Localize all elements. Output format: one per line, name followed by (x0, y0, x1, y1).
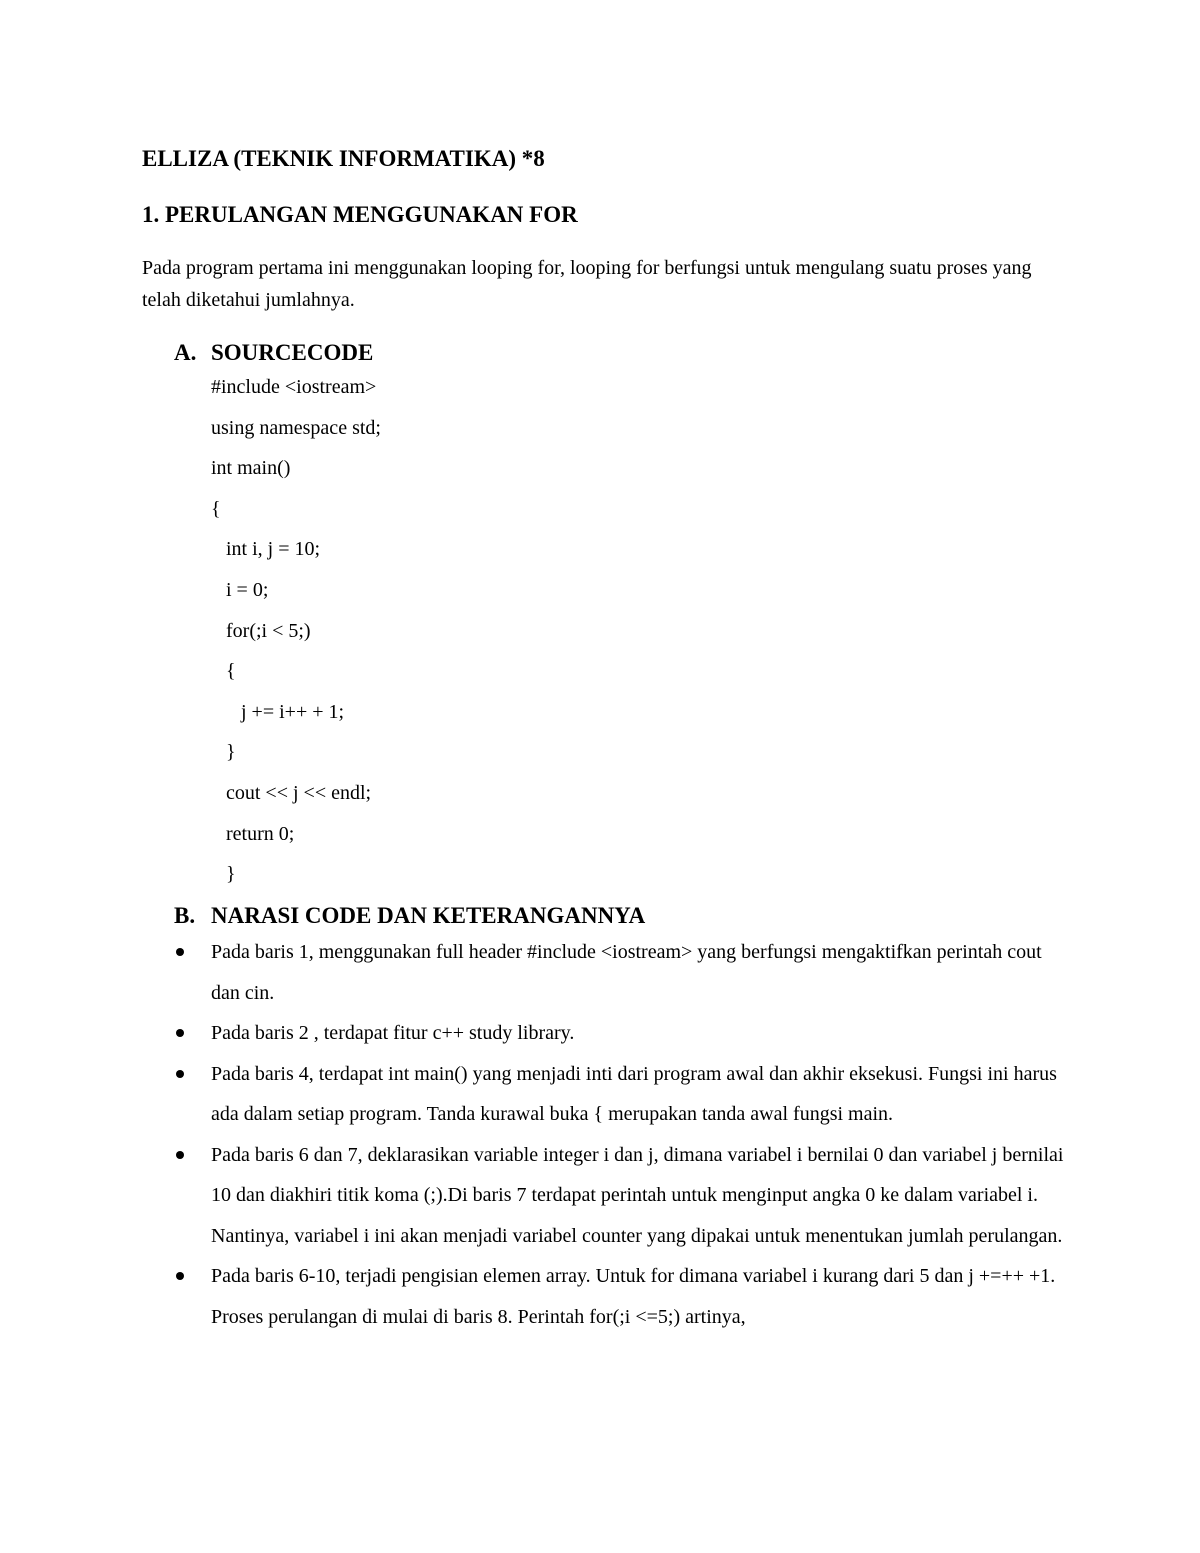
bullet-icon (176, 948, 184, 956)
list-item-text: Pada baris 6-10, terjadi pengisian elemen array. Untuk for dimana variabel i kurang dari 5 dan j +=++ +1. Proses perulangan di mulai di baris 8. Perintah for(;i <=5;) artinya, (211, 1265, 1056, 1328)
code-line: } (211, 863, 236, 886)
narration-heading-letter: B. (174, 903, 196, 928)
code-line: { (211, 497, 221, 520)
list-item (211, 1256, 1071, 1337)
sourcecode-heading-label: SOURCECODE (211, 340, 374, 365)
narration-heading (174, 899, 645, 933)
code-line: int i, j = 10; (211, 538, 321, 561)
list-item (211, 1013, 1071, 1054)
intro-paragraph: Pada program pertama ini menggunakan looping for, looping for berfungsi untuk mengulang suatu proses yang telah diketahui jumlahnya. (142, 257, 1032, 311)
list-item-text: Pada baris 4, terdapat int main() yang menjadi inti dari program awal dan akhir eksekusi. Fungsi ini harus ada dalam setiap program. Tanda kurawal buka { merupakan tanda awal fungsi main. (211, 1062, 1057, 1125)
code-line: cout << j << endl; (211, 781, 372, 804)
code-line: j += i++ + 1; (211, 700, 345, 723)
section-heading: 1. PERULANGAN MENGGUNAKAN FOR (142, 202, 578, 227)
code-line: int main() (211, 457, 291, 480)
code-line: #include <iostream> (211, 376, 377, 398)
narration-list (211, 932, 1071, 1337)
source-code-block (211, 367, 381, 895)
code-line: for(;i < 5;) (211, 619, 311, 642)
code-line: } (211, 741, 236, 764)
sourcecode-heading-letter: A. (174, 340, 197, 365)
bullet-icon (176, 1272, 184, 1280)
bullet-icon (176, 1070, 184, 1078)
list-item-text: Pada baris 1, menggunakan full header #include <iostream> yang berfungsi mengaktifkan perintah cout dan cin. (211, 941, 1042, 1004)
list-item (211, 1135, 1071, 1257)
code-line: i = 0; (211, 578, 269, 601)
list-item (211, 932, 1071, 1013)
code-line: using namespace std; (211, 416, 381, 439)
bullet-icon (176, 1151, 184, 1159)
list-item-text: Pada baris 2 , terdapat fitur c++ study library. (211, 1022, 575, 1044)
code-line: { (211, 660, 236, 683)
list-item (211, 1054, 1071, 1135)
sourcecode-heading (174, 336, 373, 370)
document-title: ELLIZA (TEKNIK INFORMATIKA) *8 (142, 146, 545, 171)
narration-heading-label: NARASI CODE DAN KETERANGANNYA (211, 903, 646, 928)
bullet-icon (176, 1029, 184, 1037)
list-item-text: Pada baris 6 dan 7, deklarasikan variable integer i dan j, dimana variabel i bernilai 0 dan variabel j bernilai 10 dan diakhiri titik koma (;).Di baris 7 terdapat perintah untuk menginput angka 0 ke dalam variabel i. Nantinya, variabel i ini akan menjadi variabel counter yang dipakai untuk menentukan jumlah perulangan. (211, 1143, 1064, 1247)
code-line: return 0; (211, 822, 295, 845)
